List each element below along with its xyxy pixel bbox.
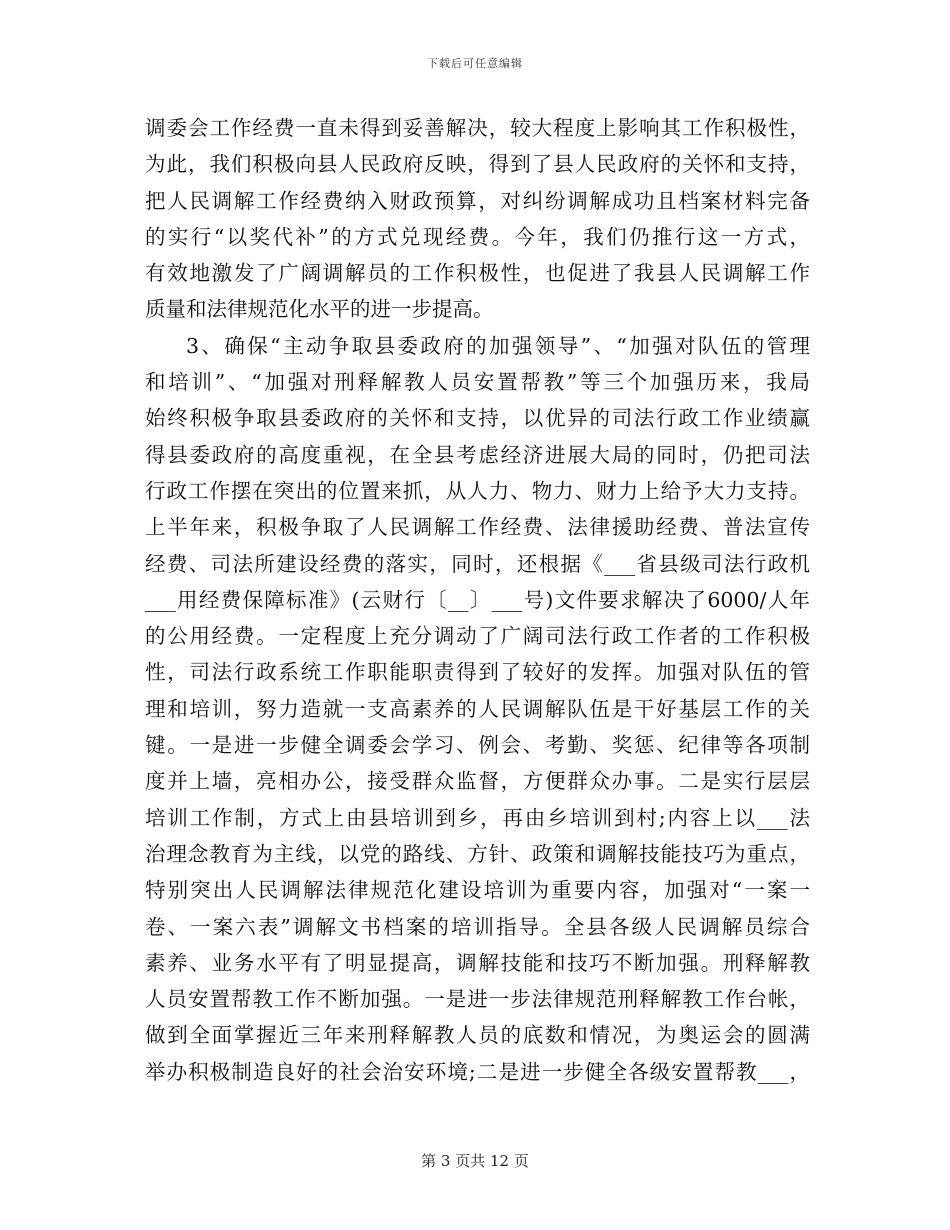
text-line: 治理念教育为主线，以党的路线、方针、政策和调解技能技巧为重点， xyxy=(145,841,810,866)
page-number-footer: 第 3 页共 12 页 xyxy=(421,1152,529,1170)
text-line: 性，司法行政系统工作职能职责得到了较好的发挥。加强对队伍的管 xyxy=(145,660,810,685)
document-body xyxy=(145,110,810,1090)
text-line: 举办积极制造良好的社会治安环境;二是进一步健全各级安置帮教___， xyxy=(145,1059,810,1084)
text-line: 调委会工作经费一直未得到妥善解决，较大程度上影响其工作积极性， xyxy=(145,116,810,140)
text-line: 培训工作制，方式上由县培训到乡，再由乡培训到村;内容上以___法 xyxy=(145,805,810,830)
text-line: 人员安置帮教工作不断加强。一是进一步法律规范刑释解教工作台帐， xyxy=(145,987,810,1012)
text-line: 度并上墙，亮相办公，接受群众监督，方便群众办事。二是实行层层 xyxy=(145,769,810,794)
text-line: 质量和法律规范化水平的进一步提高。 xyxy=(145,297,494,322)
text-line: 的实行“以奖代补”的方式兑现经费。今年，我们仍推行这一方式， xyxy=(145,224,810,249)
text-line: 始终积极争取县委政府的关怀和支持，以优异的司法行政工作业绩赢 xyxy=(145,406,810,431)
text-line: 上半年来，积极争取了人民调解工作经费、法律援助经费、普法宣传 xyxy=(145,515,810,540)
text-line: 卷、一案六表”调解文书档案的培训指导。全县各级人民调解员综合 xyxy=(145,914,810,939)
text-line: 做到全面掌握近三年来刑释解教人员的底数和情况，为奥运会的圆满 xyxy=(145,1023,810,1048)
text-line: 行政工作摆在突出的位置来抓，从人力、物力、财力上给予大力支持。 xyxy=(145,478,810,503)
page-header: 下载后可任意编辑 xyxy=(427,57,523,70)
text-line: 特别突出人民调解法律规范化建设培训为重要内容，加强对“一案一 xyxy=(145,878,810,903)
text-line: ___用经费保障标准》(云财行〔__〕___号)文件要求解决了6000/人年 xyxy=(145,587,810,612)
text-line: 理和培训，努力造就一支高素养的人民调解队伍是干好基层工作的关 xyxy=(145,696,810,721)
text-line: 经费、司法所建设经费的落实，同时，还根据《___省县级司法行政机 xyxy=(145,551,810,576)
text-line: 键。一是进一步健全调委会学习、例会、考勤、奖惩、纪律等各项制 xyxy=(145,733,810,758)
text-line: 有效地激发了广阔调解员的工作积极性，也促进了我县人民调解工作 xyxy=(145,261,810,286)
text-line: 把人民调解工作经费纳入财政预算，对纠纷调解成功且档案材料完备 xyxy=(145,188,810,213)
text-line: 为此，我们积极向县人民政府反映，得到了县人民政府的关怀和支持， xyxy=(145,152,810,177)
text-line: 素养、业务水平有了明显提高，调解技能和技巧不断加强。刑释解教 xyxy=(145,950,810,975)
text-line: 的公用经费。一定程度上充分调动了广阔司法行政工作者的工作积极 xyxy=(145,624,810,649)
paragraph-start-line: 3、确保“主动争取县委政府的加强领导”、“加强对队伍的管理 xyxy=(186,333,810,358)
text-line: 得县委政府的高度重视，在全县考虑经济进展大局的同时，仍把司法 xyxy=(145,442,810,467)
text-line: 和培训”、“加强对刑释解教人员安置帮教”等三个加强历来，我局 xyxy=(145,370,810,395)
